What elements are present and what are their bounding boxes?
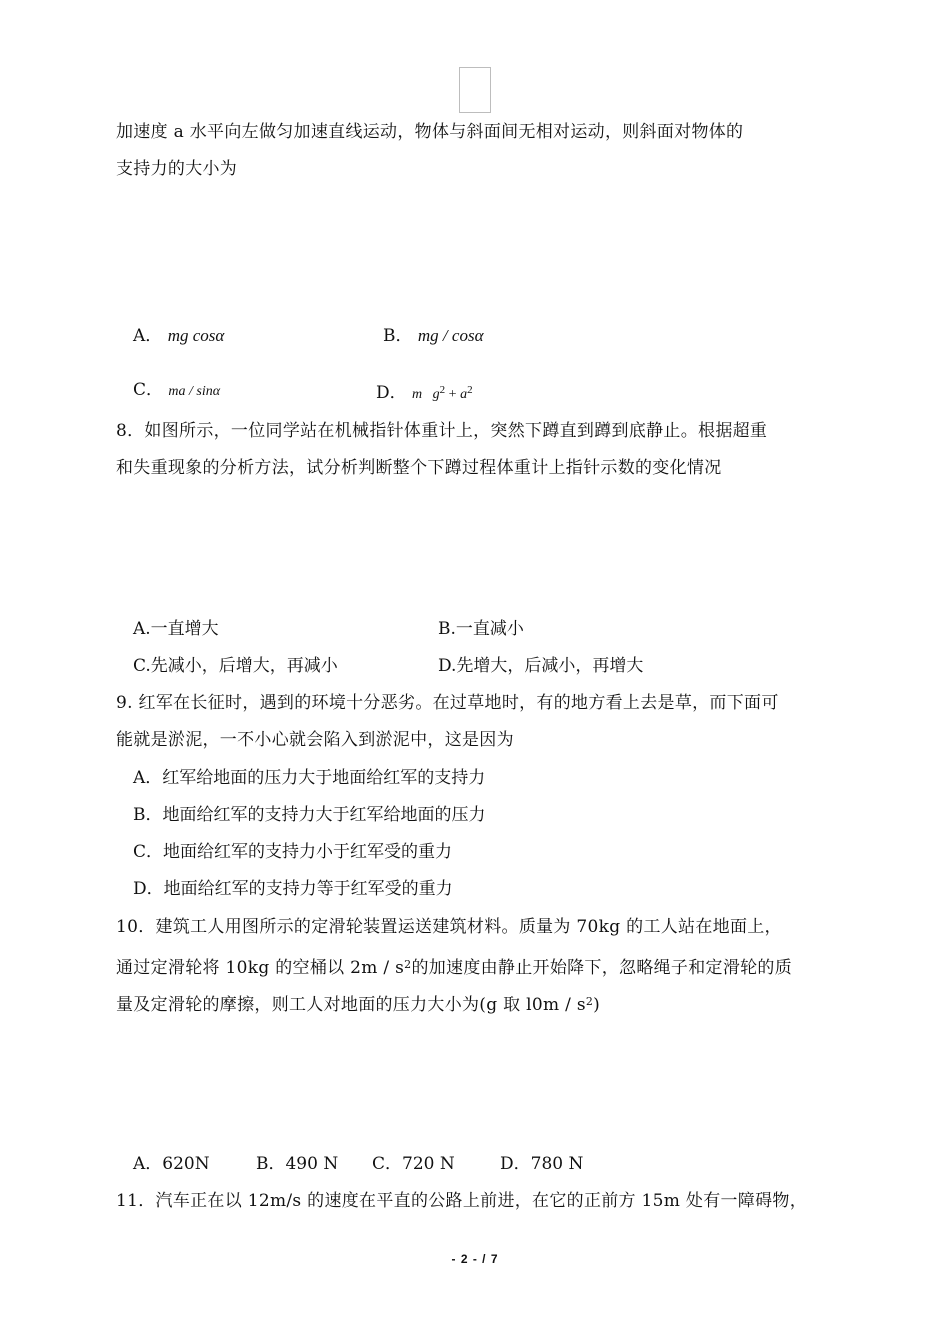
q8-option-b: B.一直减小 [438, 619, 524, 639]
q7-option-c-label: C． [133, 380, 164, 400]
q7-option-d-g: g [432, 387, 440, 402]
q7-option-d-plus: + [448, 387, 457, 402]
q10-line-2 [116, 955, 792, 978]
q10-line-2-a: 通过定滑轮将 10kg 的空桶以 2m / s [116, 958, 405, 978]
q7-option-a [133, 326, 224, 346]
q10-line-2-b: 的加速度由静止开始降下，忽略绳子和定滑轮的质 [411, 958, 793, 978]
q8-line-2: 和失重现象的分析方法，试分析判断整个下蹲过程体重计上指针示数的变化情况 [116, 458, 722, 478]
q7-option-a-formula: mg cosα [167, 326, 225, 345]
q10-line-3 [116, 992, 600, 1015]
q7-option-d-exp2: 2 [467, 384, 473, 396]
q9-line-2: 能就是淤泥，一不小心就会陷入到淤泥中，这是因为 [116, 730, 514, 750]
q7-option-d-exp1: 2 [439, 384, 446, 396]
q7-option-d-label: D． [376, 383, 407, 403]
q10-line-3-sup: 2 [585, 995, 594, 1008]
q8-option-d: D.先增大，后减小，再增大 [438, 656, 644, 676]
q8-option-a: A.一直增大 [133, 619, 219, 639]
q9-option-b: B．地面给红军的支持力大于红军给地面的压力 [133, 805, 486, 825]
q7-option-d-m: m [412, 387, 423, 402]
page-top-marker [459, 67, 491, 113]
q10-option-a: A．620N [133, 1154, 210, 1174]
q7-option-b-formula: mg / cosα [417, 326, 484, 345]
q10-option-c: C．720 N [372, 1154, 455, 1174]
q7-option-b [383, 326, 484, 346]
q10-line-3-b: ) [593, 995, 601, 1015]
q10-line-2-sup: 2 [404, 958, 412, 971]
q7-option-d-a: a [460, 387, 468, 402]
q9-line-1: 9. 红军在长征时，遇到的环境十分恶劣。在过草地时，有的地方看上去是草，而下面可 [116, 693, 779, 713]
q10-option-d: D．780 N [500, 1154, 584, 1174]
q10-line-3-a: 量及定滑轮的摩擦，则工人对地面的压力大小为(g 取 l0m / s [116, 995, 586, 1015]
q7-option-c-formula: ma / sinα [168, 384, 221, 399]
q8-line-1: 8．如图所示，一位同学站在机械指针体重计上，突然下蹲直到蹲到底静止。根据超重 [116, 421, 768, 441]
q7-option-c [133, 380, 220, 402]
page-indicator: - 2 - / 7 [451, 1252, 499, 1266]
q11-line-1: 11．汽车正在以 12m/s 的速度在平直的公路上前进，在它的正前方 15m 处有一障碍物， [116, 1191, 808, 1211]
q7-option-d [376, 380, 473, 405]
q10-line-1: 10．建筑工人用图所示的定滑轮装置运送建筑材料。质量为 70kg 的工人站在地面上， [116, 917, 782, 937]
q7-option-b-label: B． [383, 326, 413, 346]
q9-option-a: A．红军给地面的压力大于地面给红军的支持力 [133, 768, 486, 788]
q7-option-a-label: A． [133, 326, 163, 346]
q7-line-1: 加速度 a 水平向左做匀加速直线运动，物体与斜面间无相对运动，则斜面对物体的 [116, 122, 744, 142]
q10-option-b: B．490 N [256, 1154, 339, 1174]
q7-line-2: 支持力的大小为 [116, 159, 238, 179]
q8-option-c: C.先减小，后增大，再减小 [133, 656, 338, 676]
q9-option-c: C．地面给红军的支持力小于红军受的重力 [133, 842, 453, 862]
q9-option-d: D．地面给红军的支持力等于红军受的重力 [133, 879, 453, 899]
q7-option-d-formula [412, 384, 473, 402]
